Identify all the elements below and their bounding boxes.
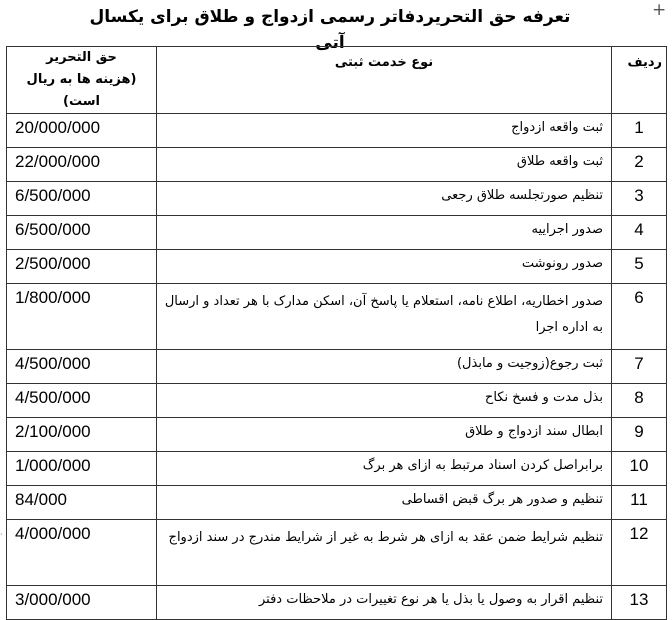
row-service: برابراصل کردن اسناد مرتبط به ازای هر برگ [157, 452, 612, 486]
row-number: 11 [612, 486, 667, 520]
row-service: ثبت رجوع(زوجیت و مابذل) [157, 350, 612, 384]
table-row [7, 114, 667, 148]
header-service: نوع خدمت ثبتی [157, 47, 612, 114]
row-rate: 4/500/000 [7, 350, 157, 384]
corner-mark-icon: · [0, 530, 3, 540]
row-rate: 1/000/000 [7, 452, 157, 486]
row-service: صدور اخطاریه، اطلاع نامه، استعلام یا پاسخ آن، اسکن مدارک با هر تعداد و ارسال به اداره اجرا [157, 284, 612, 350]
row-rate: 6/500/000 [7, 182, 157, 216]
row-rate: 20/000/000 [7, 114, 157, 148]
table-row [7, 486, 667, 520]
row-number: 2 [612, 148, 667, 182]
table-row [7, 350, 667, 384]
row-number: 4 [612, 216, 667, 250]
row-service: تنظیم و صدور هر برگ قبض اقساطی [157, 486, 612, 520]
row-rate: 2/100/000 [7, 418, 157, 452]
table-row [7, 284, 667, 350]
row-rate: 3/000/000 [7, 586, 157, 620]
header-number: ردیف [612, 47, 667, 114]
row-rate: 4/500/000 [7, 384, 157, 418]
row-service: صدور اجراییه [157, 216, 612, 250]
header-rate [7, 47, 157, 114]
row-service: ابطال سند ازدواج و طلاق [157, 418, 612, 452]
row-number: 5 [612, 250, 667, 284]
table-row [7, 452, 667, 486]
row-service: تنظیم شرایط ضمن عقد به ازای هر شرط به غیر از شرایط مندرج در سند ازدواج [157, 520, 612, 586]
row-rate: 1/800/000 [7, 284, 157, 350]
row-number: 7 [612, 350, 667, 384]
row-rate: 22/000/000 [7, 148, 157, 182]
row-number: 3 [612, 182, 667, 216]
tariff-table [6, 46, 667, 620]
header-rate-line1: حق التحریر [46, 50, 117, 65]
table-header-row [7, 47, 667, 114]
row-service: ثبت واقعه ازدواج [157, 114, 612, 148]
row-number: 9 [612, 418, 667, 452]
table-row [7, 182, 667, 216]
row-rate: 6/500/000 [7, 216, 157, 250]
table-row [7, 586, 667, 620]
row-rate: 84/000 [7, 486, 157, 520]
row-number: 10 [612, 452, 667, 486]
plus-icon: + [652, 0, 667, 20]
table-row [7, 250, 667, 284]
row-rate: 2/500/000 [7, 250, 157, 284]
row-service: بذل مدت و فسخ نکاح [157, 384, 612, 418]
row-service: صدور رونوشت [157, 250, 612, 284]
row-rate: 4/000/000 [7, 520, 157, 586]
row-service: تنظیم صورتجلسه طلاق رجعی [157, 182, 612, 216]
row-service: تنظیم اقرار به وصول یا بذل یا هر نوع تغییرات در ملاحظات دفتر [157, 586, 612, 620]
page-title: تعرفه حق التحریردفاتر رسمی ازدواج و طلاق برای یکسال آتی [89, 7, 571, 53]
table-row [7, 148, 667, 182]
table-row [7, 520, 667, 586]
header-rate-line2: (هزینه ها به ریال است) [26, 72, 137, 109]
row-number: 13 [612, 586, 667, 620]
row-service: ثبت واقعه طلاق [157, 148, 612, 182]
row-number: 8 [612, 384, 667, 418]
table-row [7, 384, 667, 418]
row-number: 12 [612, 520, 667, 586]
row-number: 6 [612, 284, 667, 350]
table-row [7, 418, 667, 452]
row-number: 1 [612, 114, 667, 148]
table-row [7, 216, 667, 250]
